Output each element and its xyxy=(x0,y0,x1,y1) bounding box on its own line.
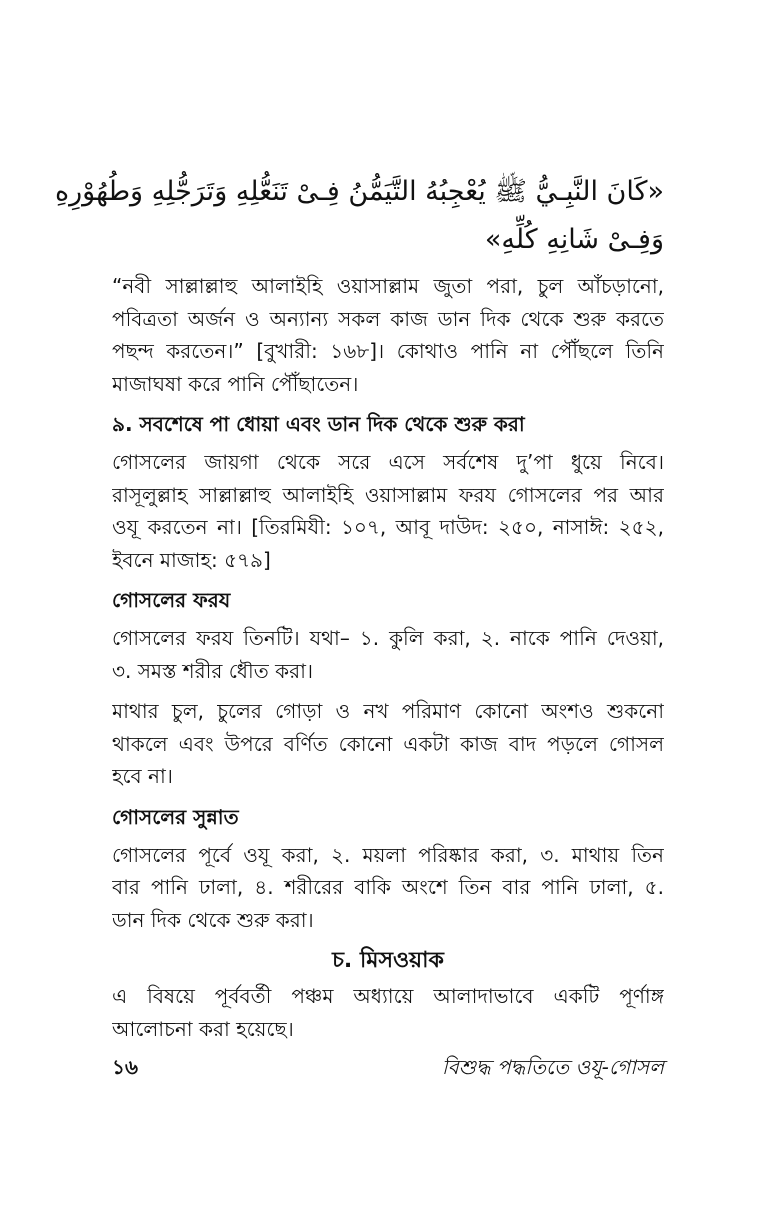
text-line: ইবনে মাজাহ: ৫৭৯] xyxy=(112,547,271,572)
text-line: ৩. সমস্ত শরীর ধৌত করা। xyxy=(112,658,314,683)
text-line: গোসলের ফরয তিনটি। যথা– ১. কুলি করা, ২. নাকে পানি দেওয়া, xyxy=(112,626,664,650)
running-title: বিশুদ্ধ পদ্ধতিতে ওযূ-গোসল xyxy=(441,1055,664,1079)
page-footer xyxy=(112,1052,664,1082)
section-heading-ghusl-fard: গোসলের ফরয xyxy=(112,588,231,612)
section-wash-feet-body xyxy=(112,446,664,576)
arabic-line: «كَانَ النَّبِـيُّ ﷺ يُعْجِبُهُ التَّيَمُّنُ فِـىْ تَنَعُّلِهِ وَتَرَجُّلِهِ وَطُهُوْرِهِ xyxy=(54,176,664,207)
text-line: ডান দিক থেকে শুরু করা। xyxy=(112,907,314,932)
text-line: “নবী সাল্লাল্লাহু আলাইহি ওয়াসাল্লাম জুতা পরা, চুল আঁচড়ানো, xyxy=(112,274,664,298)
ghusl-fard-list xyxy=(112,622,664,687)
section-heading-wash-feet: ৯. সবশেষে পা ধোয়া এবং ডান দিক থেকে শুরু করা xyxy=(112,412,525,436)
text-line: মাথার চুল, চুলের গোড়া ও নখ পরিমাণ কোনো অংশও শুকনো xyxy=(112,699,664,723)
hadith-translation xyxy=(112,270,664,400)
text-line: পবিত্রতা অর্জন ও অন্যান্য সকল কাজ ডান দিক থেকে শুরু করতে xyxy=(112,306,664,331)
text-line: ওযূ করতেন না। [তিরমিযী: ১০৭, আবূ দাউদ: ২৫০, নাসাঈ: ২৫২, xyxy=(112,515,664,539)
section-heading-ghusl-sunnah: গোসলের সুন্নাত xyxy=(112,804,239,829)
ghusl-sunnah-list xyxy=(112,839,664,937)
text-line: এ বিষয়ে পূর্ববর্তী পঞ্চম অধ্যায়ে আলাদাভাবে একটি পূর্ণাঙ্গ xyxy=(112,984,664,1008)
text-line: রাসূলুল্লাহ সাল্লাল্লাহু আলাইহি ওয়াসাল্লাম ফরয গোসলের পর আর xyxy=(112,482,664,507)
ghusl-fard-note xyxy=(112,695,664,793)
chapter-heading-miswak: চ. মিসওয়াক xyxy=(332,948,444,973)
page-number: ১৬ xyxy=(112,1055,138,1079)
arabic-hadith-quote xyxy=(54,168,664,264)
arabic-line: وَفِـىْ شَانِهِ كُلِّهِ» xyxy=(484,224,664,255)
text-line: গোসলের জায়গা থেকে সরে এসে সর্বশেষ দু’পা ধুয়ে নিবে। xyxy=(112,450,664,474)
text-line: মাজাঘষা করে পানি পৌঁছাতেন। xyxy=(112,371,359,396)
text-line: বার পানি ঢালা, ৪. শরীরের বাকি অংশে তিন বার পানি ঢালা, ৫. xyxy=(112,875,664,899)
text-line: হবে না। xyxy=(112,764,173,788)
text-line: থাকলে এবং উপরে বর্ণিত কোনো একটা কাজ বাদ পড়লে গোসল xyxy=(112,731,664,756)
miswak-body xyxy=(112,980,664,1045)
text-line: পছন্দ করতেন।” [বুখারী: ১৬৮]। কোথাও পানি না পৌঁছলে তিনি xyxy=(112,339,664,363)
book-page xyxy=(54,168,664,1053)
text-line: আলোচনা করা হয়েছে। xyxy=(112,1016,294,1041)
text-line: গোসলের পূর্বে ওযূ করা, ২. ময়লা পরিষ্কার করা, ৩. মাথায় তিন xyxy=(112,842,664,867)
